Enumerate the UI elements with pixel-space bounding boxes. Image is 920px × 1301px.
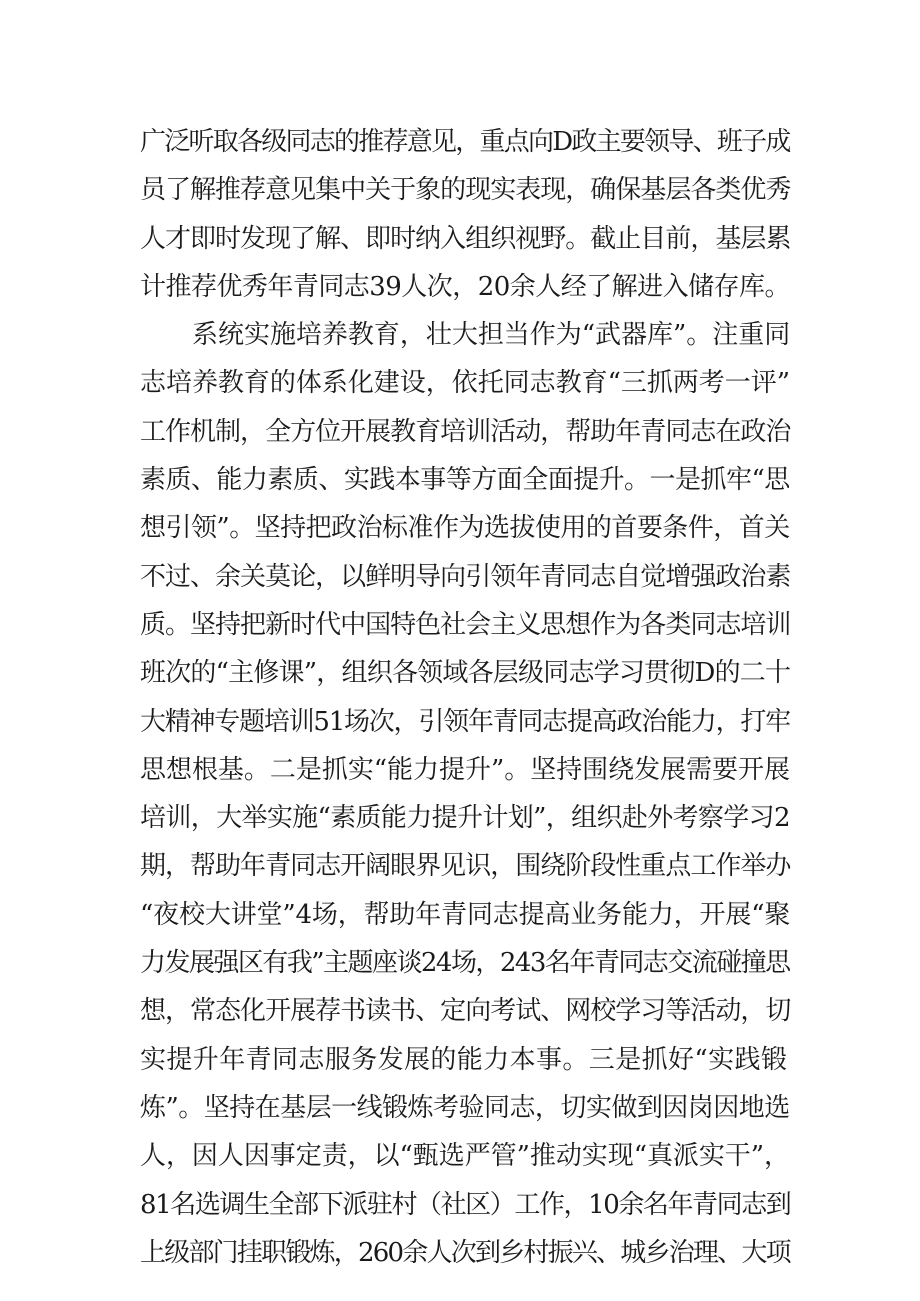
text-line: 培训，大举实施“素质能力提升计划”，组织赴外考察学习2 (140, 803, 790, 834)
text-line: 实提升年青同志服务发展的能力本事。三是抓好“实践锻 (140, 1044, 788, 1075)
text-line: 思想根基。二是抓实“能力提升”。坚持围绕发展需要开展 (140, 754, 790, 785)
text-line: 广泛听取各级同志的推荐意见，重点向D政主要领导、班子成 (140, 127, 790, 157)
text-line: 班次的“主修课”，组织各领域各层级同志学习贯彻D的二十 (140, 658, 791, 689)
text-line: 力发展强区有我”主题座谈24场，243名年青同志交流碰撞思 (140, 948, 790, 979)
text-line: 不过、余关莫论，以鲜明导向引领年青同志自觉增强政治素 (140, 561, 791, 592)
body-text (140, 118, 790, 1277)
text-line: 素质、能力素质、实践本事等方面全面提升。一是抓牢“思 (140, 465, 790, 496)
text-line: 想引领”。坚持把政治标准作为选拔使用的首要条件，首关 (140, 513, 790, 544)
text-line: 志培养教育的体系化建设，依托同志教育“三抓两考一评” (140, 368, 790, 399)
text-line: “夜校大讲堂”4场，帮助年青同志提高业务能力，开展“聚 (140, 899, 791, 930)
text-line: 人才即时发现了解、即时纳入组织视野。截止目前，基层累 (140, 223, 791, 254)
text-line: 质。坚持把新时代中国特色社会主义思想作为各类同志培训 (140, 609, 791, 640)
paragraph-start-line: 系统实施培养教育，壮大担当作为“武器库”。注重同 (192, 320, 791, 351)
text-line: 想，常态化开展荐书读书、定向考试、网校学习等活动，切 (140, 996, 791, 1027)
text-line: 81名选调生全部下派驻村（社区）工作，10余名年青同志到 (140, 1189, 791, 1220)
text-line: 计推荐优秀年青同志39人次，20余人经了解进入储存库。 (140, 271, 790, 302)
text-line: 大精神专题培训51场次，引领年青同志提高政治能力，打牢 (140, 706, 790, 737)
text-line: 员了解推荐意见集中关于象的现实表现，确保基层各类优秀 (140, 175, 791, 206)
text-line: 炼”。坚持在基层一线锻炼考验同志，切实做到因岗因地选 (140, 1092, 790, 1123)
text-line: 期，帮助年青同志开阔眼界见识，围绕阶段性重点工作举办 (140, 851, 791, 882)
text-line: 人，因人因事定责，以“甄选严管”推动实现“真派实干”， (140, 1141, 790, 1172)
text-line: 工作机制，全方位开展教育培训活动，帮助年青同志在政治 (140, 416, 791, 447)
text-line: 上级部门挂职锻炼，260余人次到乡村振兴、城乡治理、大项 (140, 1237, 790, 1268)
